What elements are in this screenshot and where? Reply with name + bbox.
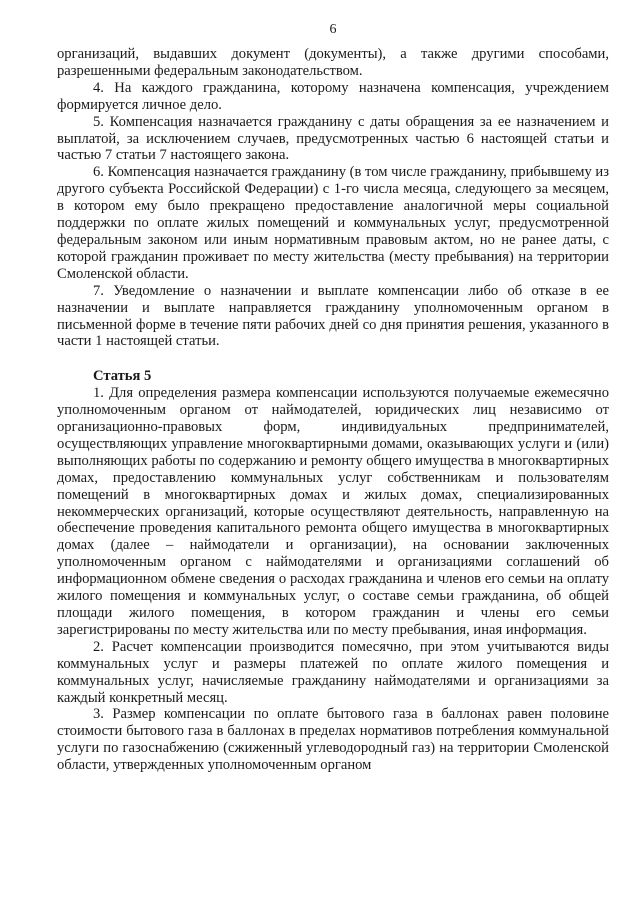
document-body <box>57 46 609 774</box>
paragraph-part-4: 4. На каждого гражданина, которому назначена компенсация, учреждением формируется личное дело. <box>57 79 609 113</box>
article-paragraph-2: 2. Расчет компенсации производится помесячно, при этом учитываются виды коммунальных услуг и размеры платежей по оплате жилого помещения и коммунальных услуг, начисляемые гражданину наймодателями и организациями за каждый конкретный месяц. <box>57 638 609 706</box>
page-number: 6 <box>329 22 337 37</box>
paragraph-part-7: 7. Уведомление о назначении и выплате компенсации либо об отказе в ее назначении и выплате направляется гражданину уполномоченным органом в письменной форме в течение пяти рабочих дней со дня принятия решения, указанного в части 1 настоящей статьи. <box>57 282 609 350</box>
article-paragraph-1: 1. Для определения размера компенсации используются получаемые ежемесячно уполномоченным органом от наймодателей, юридических лиц независимо от организационно-правовых форм, индивидуальных предпринимателей, осуществляющих управление многоквартирными домами, оказывающих услуги и (или) выполняющих работы по содержанию и ремонту общего имущества в многоквартирных домах, предоставлению коммунальных услуг собственникам и пользователям помещений в многоквартирных домах и жилых домах, специализированных некоммерческих организаций, которые осуществляют деятельность, направленную на обеспечение проведения капитального ремонта общего имущества в многоквартирных домах (далее – наймодатели и организации), на основании заключенных уполномоченным органом с наймодателями и организациями соглашений об информационном обмене сведения о расходах гражданина и членов его семьи на оплату жилого помещения и коммунальных услуг, о составе семьи гражданина, об общей площади жилого помещения, в котором гражданин и члены его семьи зарегистрированы по месту жительства или по месту пребывания, иная информация. <box>57 385 609 638</box>
article-heading: Статья 5 <box>93 368 152 385</box>
paragraph-part-6: 6. Компенсация назначается гражданину (в том числе гражданину, прибывшему из другого субъекта Российской Федерации) с 1-го числа месяца, следующего за месяцем, в котором ему было прекращено предоставление аналогичной меры социальной поддержки по оплате жилых помещений и коммунальных услуг, предусмотренной федеральным законом или иным нормативным правовым актом, но не ранее даты, с которой гражданин проживает по месту жительства (месту пребывания) на территории Смоленской области. <box>57 164 609 282</box>
article-paragraph-3: 3. Размер компенсации по оплате бытового газа в баллонах равен половине стоимости бытового газа в баллонах в пределах нормативов потребления коммунальной услуги по газоснабжению (сжиженный углеводородный газ) на территории Смоленской области, утвержденных уполномоченным органом <box>57 706 609 774</box>
paragraph-part-5: 5. Компенсация назначается гражданину с даты обращения за ее назначением и выплатой, за исключением случаев, предусмотренных частью 6 настоящей статьи и частью 7 статьи 7 настоящего закона. <box>57 113 609 164</box>
paragraph-continuation: организаций, выдавших документ (документы), а также другими способами, разрешенными федеральным законодательством. <box>57 46 609 79</box>
